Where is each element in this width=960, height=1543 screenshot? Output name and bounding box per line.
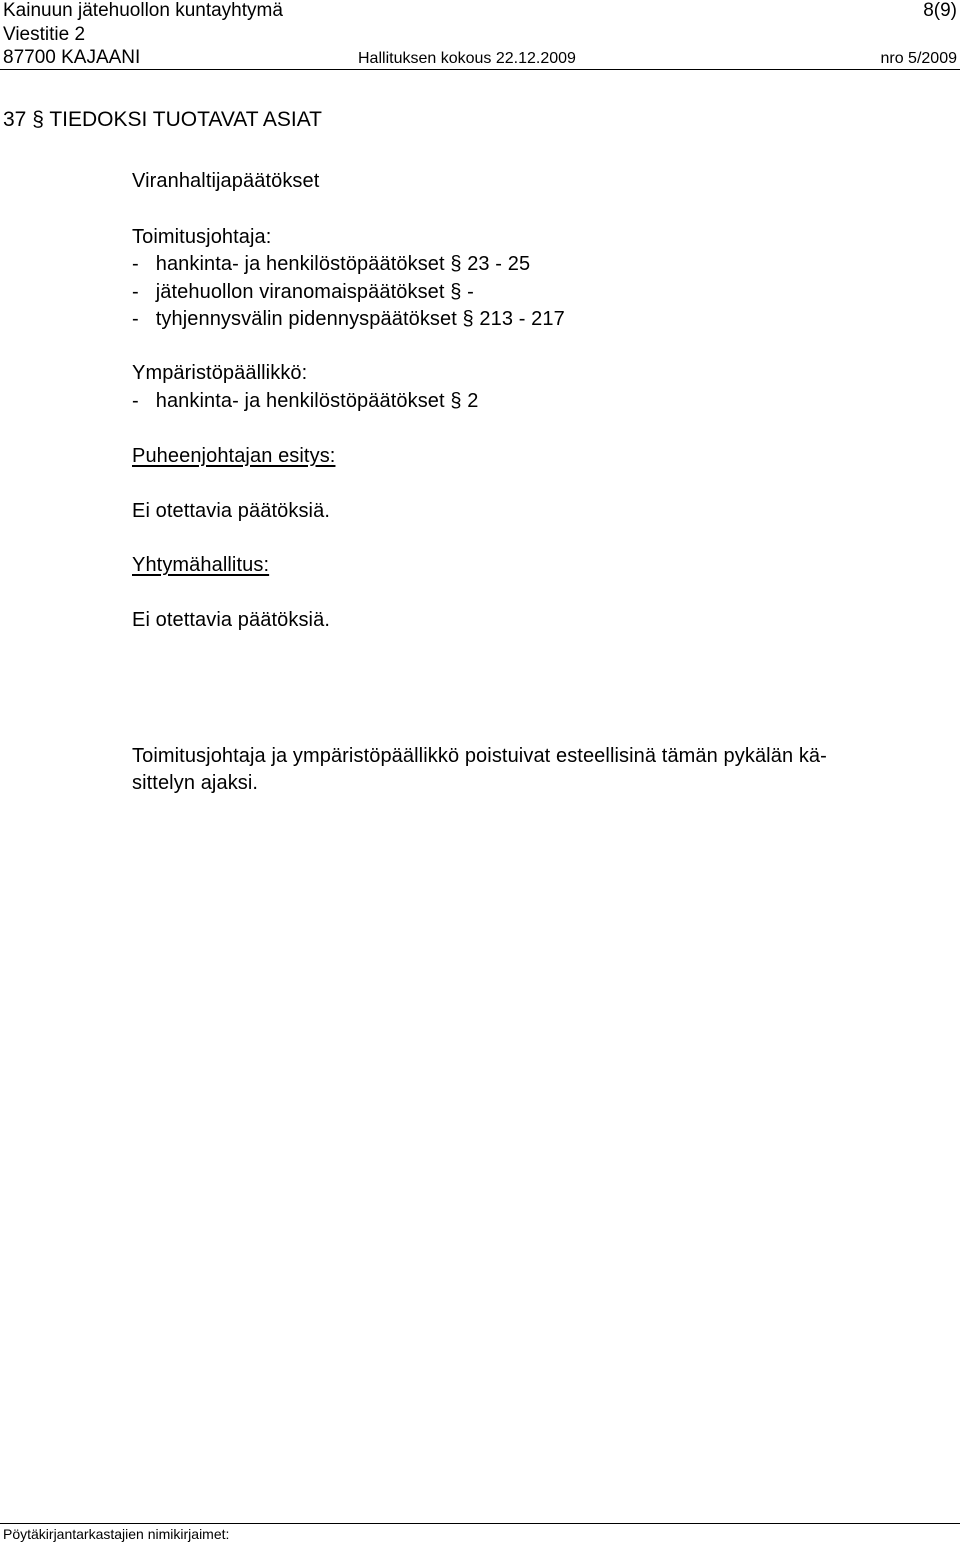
note-line: Toimitusjohtaja ja ympäristöpäällikkö poistuivat esteellisinä tämän pykälän kä-	[132, 745, 827, 767]
ceo-item: - jätehuollon viranomaispäätökset § -	[132, 281, 474, 303]
board-text: Ei otettavia päätöksiä.	[132, 609, 330, 631]
footer-divider	[0, 1523, 960, 1524]
ceo-label: Toimitusjohtaja:	[132, 226, 272, 248]
footer-label: Pöytäkirjantarkastajien nimikirjaimet:	[3, 1526, 230, 1542]
section-title: 37 § TIEDOKSI TUOTAVAT ASIAT	[3, 108, 322, 131]
meeting-name: Hallituksen kokous 22.12.2009	[358, 50, 576, 67]
subtitle: Viranhaltijapäätökset	[132, 170, 320, 192]
meeting-number: nro 5/2009	[880, 50, 957, 67]
ceo-item: - tyhjennysvälin pidennyspäätökset § 213 - 217	[132, 308, 565, 330]
page-number: 8(9)	[923, 0, 957, 21]
street-address: Viestitie 2	[3, 24, 86, 45]
proposal-label: Puheenjohtajan esitys:	[132, 445, 336, 467]
ceo-item: - hankinta- ja henkilöstöpäätökset § 23 - 25	[132, 253, 531, 275]
header-divider	[0, 69, 960, 70]
city-address: 87700 KAJAANI	[3, 47, 141, 68]
env-label: Ympäristöpäällikkö:	[132, 362, 308, 384]
proposal-text: Ei otettavia päätöksiä.	[132, 500, 330, 522]
note-line: sittelyn ajaksi.	[132, 772, 259, 794]
org-name: Kainuun jätehuollon kuntayhtymä	[3, 0, 283, 21]
env-item: - hankinta- ja henkilöstöpäätökset § 2	[132, 390, 479, 412]
board-label: Yhtymähallitus:	[132, 554, 270, 576]
